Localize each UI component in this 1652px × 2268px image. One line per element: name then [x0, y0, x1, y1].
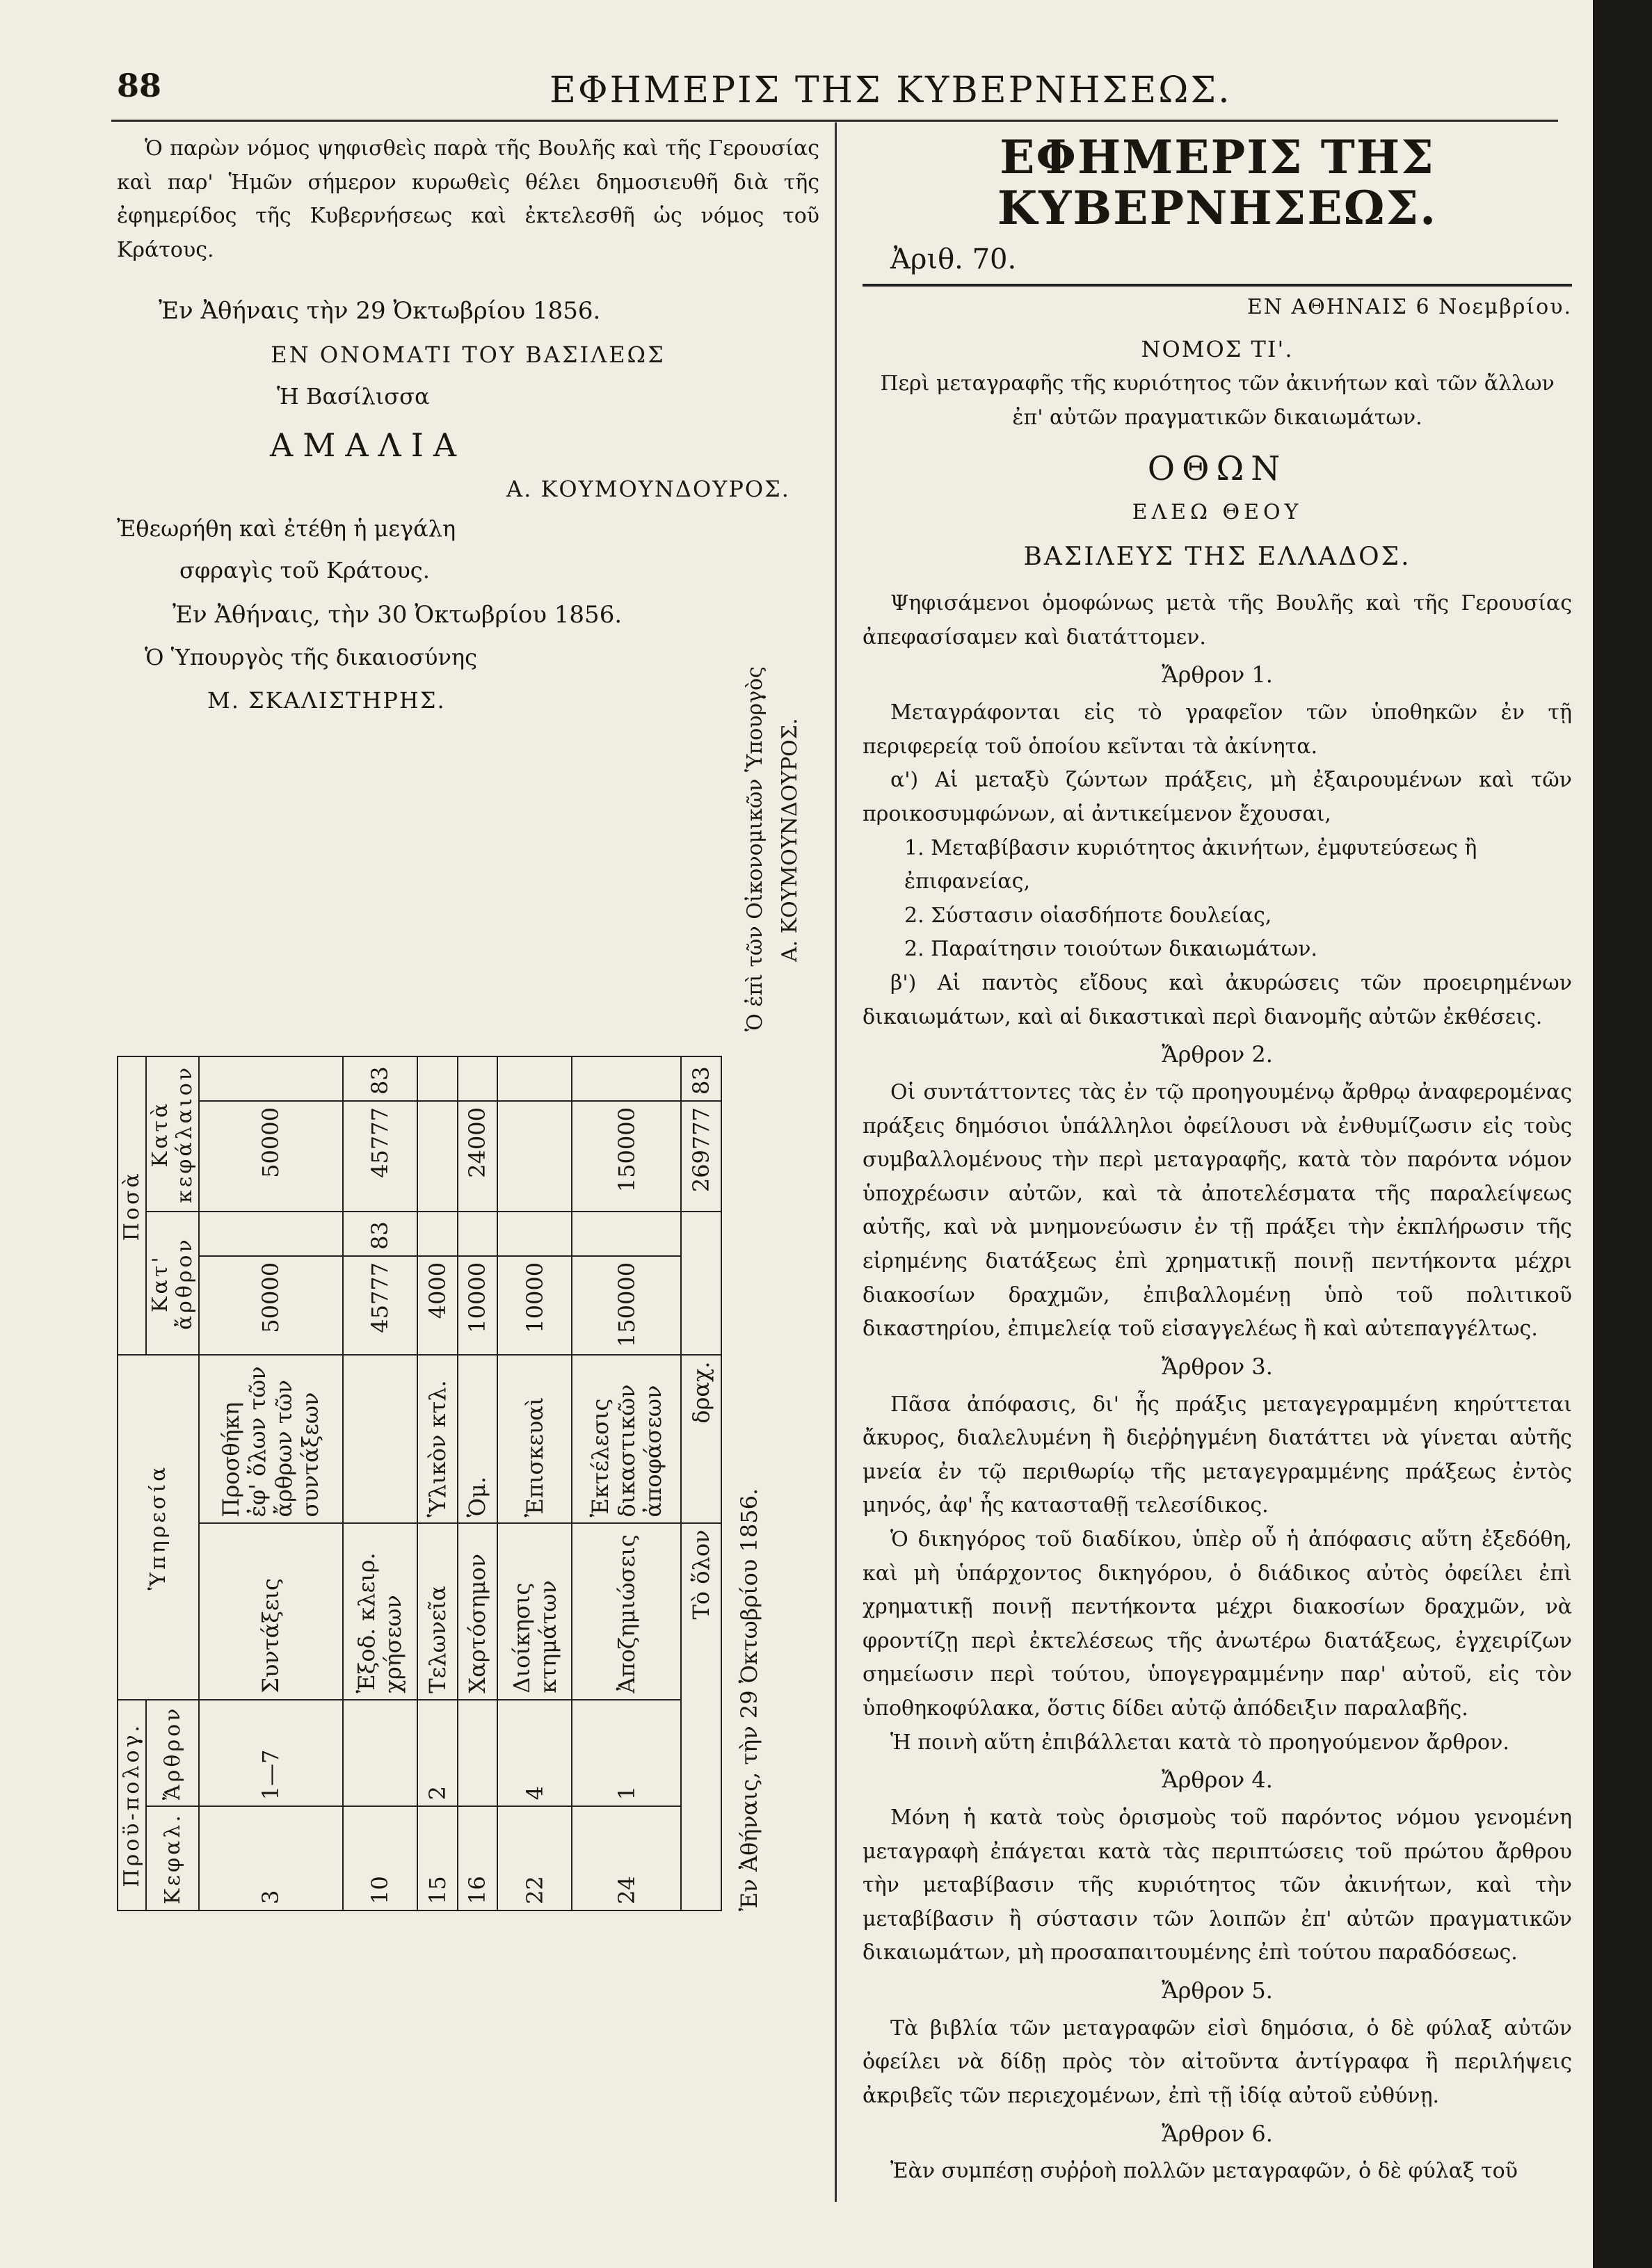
- article-amount: 4000: [417, 1256, 458, 1356]
- finance-minister-name: Α. ΚΟΥΜΟΥΝΔΟΥΡΟΣ.: [778, 718, 802, 962]
- budget-table: [117, 1056, 722, 1911]
- total-row: [681, 1056, 721, 1911]
- header-amounts: Ποσὰ: [118, 1056, 146, 1356]
- article-amount: 10000: [458, 1256, 498, 1356]
- chapter-cents: [572, 1056, 681, 1101]
- chapter-cell: 22: [497, 1806, 572, 1911]
- seal-dateline: Ἐν Ἀθήναις, τὴν 30 Ὀκτωβρίου 1856.: [173, 601, 623, 629]
- by-grace-of-god: ΕΛΕΩ ΘΕΟΥ: [1132, 500, 1303, 525]
- header-per-chapter: Κατὰ κεφάλαιον: [146, 1056, 199, 1212]
- chapter-cents: [199, 1056, 343, 1101]
- article-2-text: Οἱ συντάττοντες τὰς ἐν τῷ προηγουμένῳ ἄρθρῳ ἀναφερομένας πράξεις δημόσιοι ὑπάλληλοι ὀφείλουσι νὰ ἐνθυμίζωσιν εἰς τοὺς συμβαλλομένους τὴν περὶ μεταγραφῆς, κατὰ τὸν παρόντα νόμον ὑποχρέωσιν αὐτῶν, καὶ τὰ ἀποτελέσματα τῆς παραλείψεως αὐτῆς, καὶ νὰ μνημονεύωσιν ἐν τῇ πράξει τὴν ἐκπλήρωσιν τῆς εἰρημένης διατάξεως ἐπὶ χρηματικῇ ποινῇ πεντήκοντα μέχρι διακοσίων δραχμῶν, ἐπιβαλλομένῃ ὑπὸ τοῦ πολιτικοῦ δικαστηρίου, ἐπιμελείᾳ τοῦ εἰσαγγελέως ἢ καὶ αὐτεπαγγέλτως.: [863, 1080, 1572, 1342]
- column-rule: [835, 122, 837, 2202]
- article-1-clause-b: β') Αἱ παντὸς εἴδους καὶ ἀκυρώσεις τῶν προειρημένων δικαιωμάτων, καὶ αἱ δικαστικαὶ περὶ διανομῆς αὐτῶν ἐκθέσεις.: [863, 971, 1572, 1029]
- kingdom-title: ΒΑΣΙΛΕΥΣ ΤΗΣ ΕΛΛΑΔΟΣ.: [1023, 542, 1411, 571]
- detail-cell: [343, 1356, 417, 1524]
- masthead: ΕΦΗΜΕΡΙΣ ΤΗΣ ΚΥΒΕΡΝΗΣΕΩΣ.: [997, 130, 1438, 235]
- header-article: Ἄρθρον: [146, 1700, 199, 1807]
- detail-cell: Ἐκτέλεσις δικαστικῶν ἀποφάσεων: [572, 1356, 681, 1524]
- article-cell: 1: [572, 1700, 681, 1807]
- running-head: ΕΦΗΜΕΡΙΣ ΤΗΣ ΚΥΒΕΡΝΗΣΕΩΣ.: [550, 70, 1232, 111]
- detail-cell: Ὁμ.: [458, 1356, 498, 1524]
- chapter-amount: 45777: [343, 1101, 417, 1212]
- total-cents: 83: [681, 1056, 721, 1101]
- article-1-item-3: 2. Παραίτησιν τοιούτων δικαιωμάτων.: [904, 937, 1318, 962]
- chapter-cell: 24: [572, 1806, 681, 1911]
- total-amount: 269777: [681, 1101, 721, 1212]
- article-3-text-2: Ὁ δικηγόρος τοῦ διαδίκου, ὑπὲρ οὗ ἡ ἀπόφασις αὕτη ἐξεδόθη, καὶ μὴ ὑπάρχοντος δικηγόρου, ὁ διάδικος αὐτὸς ὀφείλει ἐπὶ χρηματικῇ ποινῇ πεντήκοντα μέχρι διακοσίων δραχμῶν, νὰ φροντίζῃ περὶ ἐκτελέσεως τῆς ἀνωτέρω διατάξεως, ἐγχειρίζων σημείωσιν περὶ τούτου, ὑπογεγραμμένην παρ' αὐτοῦ, εἰς τὸν ὑποθηκοφύλακα, ὅστις δίδει αὐτῷ ἀπόδειξιν παραλαβῆς.: [863, 1527, 1572, 1721]
- table-row: [458, 1056, 498, 1911]
- chapter-cents: [417, 1056, 458, 1101]
- article-1-item-2: 2. Σύστασιν οἱασδήποτε δουλείας,: [904, 903, 1272, 928]
- minister-signature: Α. ΚΟΥΜΟΥΝΔΟΥΡΟΣ.: [506, 475, 790, 502]
- detail-cell: Ἐπισκευαὶ: [497, 1356, 572, 1524]
- publication-paragraph: Ὁ παρὼν νόμος ψηφισθεὶς παρὰ τῆς Βουλῆς καὶ τῆς Γερουσίας καὶ παρ' Ἡμῶν σήμερον κυρωθεὶς θέλει δημοσιευθῆ διὰ τῆς ἐφημερίδος τῆς Κυβερνήσεως καὶ ἐκτελεσθῆ ὡς νόμος τοῦ Κράτους.: [117, 136, 819, 262]
- chapter-cell: 10: [343, 1806, 417, 1911]
- table-row: [343, 1056, 417, 1911]
- article-cents: [417, 1212, 458, 1256]
- preamble: Ψηφισάμενοι ὁμοφώνως μετὰ τῆς Βουλῆς καὶ τῆς Γερουσίας ἀπεφασίσαμεν καὶ διατάττομεν.: [863, 591, 1572, 650]
- chapter-cents: 83: [343, 1056, 417, 1101]
- article-6-text: Ἐὰν συμπέσῃ συῤῥοὴ πολλῶν μεταγραφῶν, ὁ δὲ φύλαξ τοῦ: [890, 2159, 1518, 2184]
- issue-rule: [863, 284, 1572, 287]
- issue-date: ΕΝ ΑΘΗΝΑΙΣ 6 Νοεμβρίου.: [1246, 294, 1572, 319]
- article-3-text-1: Πᾶσα ἀπόφασις, δι' ἧς πράξις μεταγεγραμμένη κηρύττεται ἄκυρος, διαλελυμένη ἢ διεῤῥηγμένη διατάττει νὰ γίνεται αὐτῆς μνεία ἐν τῷ περιθωρίῳ τῆς μεταγεγραμμένης πράξεως ἐντὸς μηνός, ἀφ' ἧς κατασταθῇ τελεσίδικος.: [863, 1392, 1572, 1518]
- service-cell: Συντάξεις: [199, 1523, 343, 1699]
- chapter-amount: [497, 1101, 572, 1212]
- law-number: ΝΟΜΟΣ ΤΙ'.: [1141, 335, 1294, 362]
- article-cents: 83: [343, 1212, 417, 1256]
- issue-number: Ἀριθ. 70.: [890, 243, 1017, 276]
- left-column: [117, 132, 819, 719]
- article-amount: 150000: [572, 1256, 681, 1356]
- chapter-cell: 16: [458, 1806, 498, 1911]
- chapter-cents: [458, 1056, 498, 1101]
- header-per-article: Κατ' ἄρθρον: [146, 1212, 199, 1356]
- header-service: Ὑπηρεσία: [118, 1356, 199, 1700]
- detail-cell: Προσθήκη ἐφ' ὅλων τῶν ἄρθρων τῶν συντάξεων: [199, 1356, 343, 1524]
- table-row: [572, 1056, 681, 1911]
- article-4-heading: Ἄρθρον 4.: [1162, 1767, 1273, 1794]
- chapter-cell: 15: [417, 1806, 458, 1911]
- total-label: Τὸ ὅλον: [681, 1523, 721, 1911]
- service-cell: Ἀποζημιώσεις: [572, 1523, 681, 1699]
- table-date-line: Ἐν Ἀθήναις, τὴν 29 Ὀκτωβρίου 1856.: [736, 1488, 762, 1911]
- header-chapter: Κεφαλ.: [146, 1806, 199, 1911]
- article-cell: [343, 1700, 417, 1807]
- chapter-cents: [497, 1056, 572, 1101]
- finance-minister-title: Ὁ ἐπὶ τῶν Οἰκονομικῶν Ὑπουργὸς: [743, 666, 767, 1031]
- article-cell: 2: [417, 1700, 458, 1807]
- justice-minister-title: Ὁ Ὑπουργὸς τῆς δικαιοσύνης: [145, 644, 477, 671]
- queen-name: ΑΜΑΛΙΑ: [270, 426, 467, 465]
- service-cell: Διοίκησις κτημάτων: [497, 1523, 572, 1699]
- service-cell: Τελωνεῖα: [417, 1523, 458, 1699]
- article-2-heading: Ἄρθρον 2.: [1162, 1041, 1273, 1068]
- justice-minister-name: Μ. ΣΚΑΛΙΣΤΗΡΗΣ.: [207, 687, 446, 714]
- chapter-amount: 50000: [199, 1101, 343, 1212]
- article-cents: [458, 1212, 498, 1256]
- chapter-amount: [417, 1101, 458, 1212]
- article-1-heading: Ἄρθρον 1.: [1162, 661, 1273, 689]
- article-6-heading: Ἄρθρον 6.: [1162, 2120, 1273, 2147]
- chapter-cell: 3: [199, 1806, 343, 1911]
- article-amount: 45777: [343, 1256, 417, 1356]
- book-gutter: [1593, 0, 1652, 2268]
- article-cell: 4: [497, 1700, 572, 1807]
- service-cell: Χαρτόσημον: [458, 1523, 498, 1699]
- header-rule: [111, 120, 1558, 122]
- article-1-text: Μεταγράφονται εἰς τὸ γραφεῖον τῶν ὑποθηκῶν ἐν τῇ περιφερείᾳ τοῦ ὁποίου κεῖνται τὰ ἀκίνητα.: [863, 700, 1572, 759]
- in-the-name-heading: ΕΝ ΟΝΟΜΑΤΙ ΤΟΥ ΒΑΣΙΛΕΩΣ: [271, 341, 666, 369]
- table-row: [497, 1056, 572, 1911]
- sealed-line: Ἐθεωρήθη καὶ ἐτέθη ἡ μεγάλη: [117, 515, 456, 542]
- header-provisions: Προϋ-πολογ.: [118, 1700, 146, 1911]
- detail-cell: Ὑλικὸν κτλ.: [417, 1356, 458, 1524]
- article-1-item-1: 1. Μεταβίβασιν κυριότητος ἀκινήτων, ἐμφυτεύσεως ἢ ἐπιφανείας,: [904, 835, 1477, 894]
- article-amount: 50000: [199, 1256, 343, 1356]
- article-cents: [572, 1212, 681, 1256]
- article-cell: 1—7: [199, 1700, 343, 1807]
- chapter-amount: 24000: [458, 1101, 498, 1212]
- article-3-text-3: Ἡ ποινὴ αὕτη ἐπιβάλλεται κατὰ τὸ προηγούμενον ἄρθρον.: [890, 1730, 1509, 1755]
- article-cell: [458, 1700, 498, 1807]
- queen-title: Ἡ Βασίλισσα: [277, 383, 430, 410]
- table-row: [417, 1056, 458, 1911]
- dateline: Ἐν Ἀθήναις τὴν 29 Ὀκτωβρίου 1856.: [159, 297, 601, 325]
- seal-line: σφραγὶς τοῦ Κράτους.: [179, 557, 430, 584]
- article-3-heading: Ἄρθρον 3.: [1162, 1353, 1273, 1380]
- total-unit: δραχ.: [681, 1356, 721, 1524]
- king-name: ΟΘΩΝ: [1147, 449, 1288, 488]
- article-cents: [199, 1212, 343, 1256]
- right-column: [863, 132, 1572, 2189]
- article-5-heading: Ἄρθρον 5.: [1162, 1977, 1273, 2004]
- article-4-text: Μόνη ἡ κατὰ τοὺς ὁρισμοὺς τοῦ παρόντος νόμου γενομένη μεταγραφὴ ἐπάγεται κατὰ τὰς περιπτώσεις τοῦ πρώτου ἄρθρου τὴν μεταβίβασιν τῆς κυριότητος τῶν ἀκινήτων, καὶ τὴν μεταβίβασιν ἢ σύστασιν τῶν λοιπῶν ἐπ' αὐτῶν πραγματικῶν δικαιωμάτων, μὴ προσαπαιτουμένης ἐπὶ τούτου παραδόσεως.: [863, 1805, 1572, 1965]
- article-1-clause-a: α') Αἱ μεταξὺ ζώντων πράξεις, μὴ ἐξαιρουμένων καὶ τῶν προικοσυμφώνων, αἱ ἀντικείμενον ἔχουσαι,: [863, 768, 1572, 827]
- law-subject: Περὶ μεταγραφῆς τῆς κυριότητος τῶν ἀκινήτων καὶ τῶν ἄλλων ἐπ' αὐτῶν πραγματικῶν δικαιωμάτων.: [880, 371, 1555, 430]
- chapter-amount: 150000: [572, 1101, 681, 1212]
- article-cents: [497, 1212, 572, 1256]
- article-amount: 10000: [497, 1256, 572, 1356]
- article-5-text: Τὰ βιβλία τῶν μεταγραφῶν εἰσὶ δημόσια, ὁ δὲ φύλαξ αὐτῶν ὀφείλει νὰ δίδῃ πρὸς τὸν αἰτοῦντα ἀντίγραφα ἢ περιλήψεις ἀκριβεῖς τῶν περιεχομένων, ἐπὶ τῇ ἰδίᾳ αὐτοῦ εὐθύνῃ.: [863, 2016, 1572, 2108]
- service-cell: Ἐξοδ. κλειρ. χρήσεων: [343, 1523, 417, 1699]
- page-number: 88: [117, 67, 162, 104]
- table-row: [199, 1056, 343, 1911]
